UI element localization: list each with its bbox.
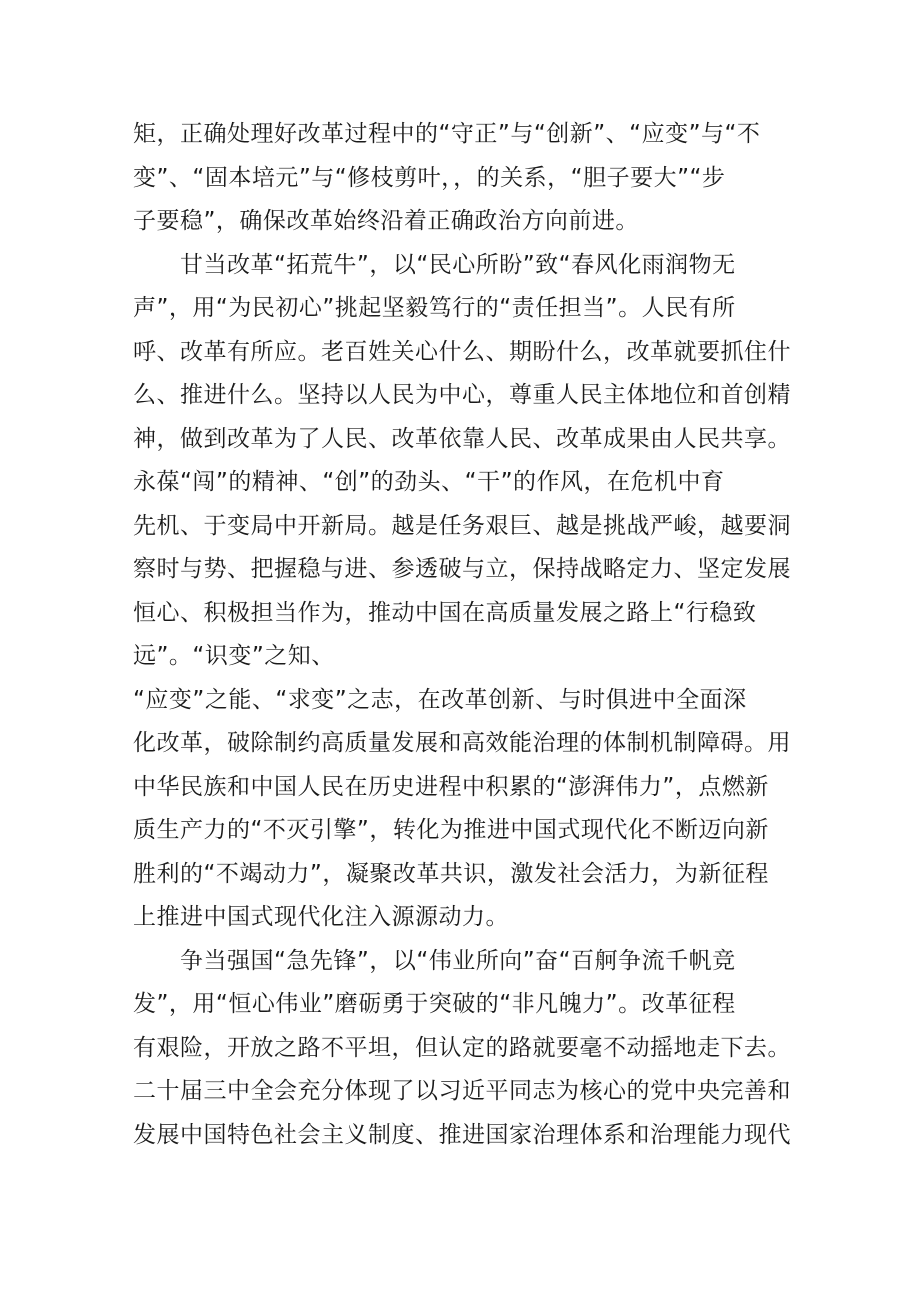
text-line: 甘当改革“拓荒牛”，以“民心所盼”致“春风化雨润物无: [180, 251, 736, 278]
text-line: 胜利的“不竭动力”，凝聚改革共识，激发社会活力，为新征程: [133, 860, 769, 887]
text-line: 质生产力的“不灭引擎”，转化为推进中国式现代化不断迈向新: [133, 817, 769, 843]
text-line: 变”、“固本培元”与“修枝剪叶，，的关系，“胆子要大”“步: [133, 164, 726, 191]
text-line: 有艰险，开放之路不平坦，但认定的路就要毫不动摇地走下去。: [133, 1034, 791, 1061]
body-text: [133, 113, 791, 1157]
text-line: 察时与势、把握稳与进、参透破与立，保持战略定力、坚定发展: [133, 556, 791, 582]
text-line: 上推进中国式现代化注入源源动力。: [133, 904, 509, 930]
text-line: 发”，用“恒心伟业”磨砺勇于突破的“非凡魄力”。改革征程: [133, 991, 736, 1017]
text-line: 呼、改革有所应。老百姓关心什么、期盼什么，改革就要抓住什: [133, 338, 791, 365]
text-line: 二十届三中全会充分体现了以习近平同志为核心的党中央完善和: [133, 1078, 791, 1104]
text-line: 化改革，破除制约高质量发展和高效能治理的体制机制障碍。用: [133, 730, 791, 756]
text-line: 么、推进什么。坚持以人民为中心，尊重人民主体地位和首创精: [133, 382, 791, 408]
text-line: 永葆“闯”的精神、“创”的劲头、“干”的作风，在危机中育: [133, 469, 725, 495]
text-line: 声”，用“为民初心”挑起坚毅笃行的“责任担当”。人民有所: [133, 295, 736, 321]
text-line: 先机、于变局中开新局。越是任务艰巨、越是挑战严峻，越要洞: [133, 512, 791, 539]
text-line: 争当强国“急先锋”，以“伟业所向”奋“百舸争流千帆竞: [180, 947, 736, 974]
text-line: 神，做到改革为了人民、改革依靠人民、改革成果由人民共享。: [133, 425, 791, 452]
text-line: 恒心、积极担当作为，推动中国在高质量发展之路上“行稳致: [133, 599, 757, 626]
text-line: 子要稳”，确保改革始终沿着正确政治方向前进。: [133, 208, 639, 234]
text-line: 发展中国特色社会主义制度、推进国家治理体系和治理能力现代: [133, 1121, 791, 1148]
text-line: 远”。“识变”之知、: [133, 643, 335, 669]
text-line: “应变”之能、“求变”之志，在改革创新、与时俱进中全面深: [133, 686, 747, 713]
text-line: 中华民族和中国人民在历史进程中积累的“澎湃伟力”，点燃新: [133, 773, 769, 800]
text-line: 矩，正确处理好改革过程中的“守正”与“创新”、“应变”与“不: [133, 121, 761, 147]
